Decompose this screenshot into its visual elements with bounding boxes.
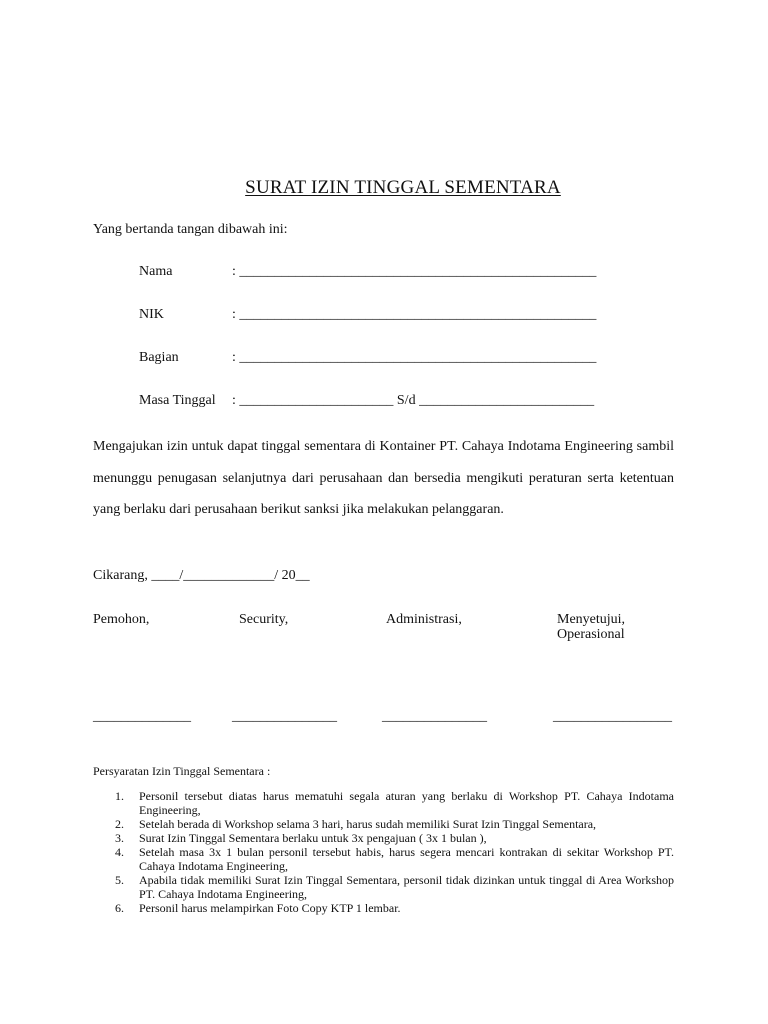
field-blank-line: : ______________________ S/d _________________________: [232, 393, 595, 408]
signature-line-operasional: _________________: [553, 709, 672, 724]
requirements-list: [93, 789, 674, 915]
signature-line-security: _______________: [232, 709, 337, 724]
body-paragraph: Mengajukan izin untuk dapat tinggal sementara di Kontainer PT. Cahaya Indotama Engineering sambil menunggu penugasan selanjutnya dari perusahaan dan bersedia mengikuti peraturan serta ketentuan yang berlaku dari perusahaan berikut sanksi jika melakukan pelanggaran.: [93, 439, 674, 517]
field-masa-tinggal: [139, 393, 594, 409]
field-blank-line: : ___________________________________________________: [232, 350, 597, 365]
list-item-text: Setelah berada di Workshop selama 3 hari, harus sudah memiliki Surat Izin Tinggal Sementara,: [139, 817, 597, 831]
signatory-label-administrasi: Administrasi,: [386, 612, 462, 627]
list-item-text: Apabila tidak memiliki Surat Izin Tinggal Sementara, personil tidak dizinkan untuk tinggal di Area Workshop PT. Cahaya Indotama Engineering,: [139, 873, 674, 901]
list-item: [93, 901, 674, 915]
field-blank-line: : ___________________________________________________: [232, 264, 597, 279]
field-label: NIK: [139, 307, 164, 322]
list-item-number: 5.: [115, 873, 124, 887]
field-label: Nama: [139, 264, 173, 279]
list-item: [93, 845, 674, 873]
field-nik: [139, 307, 596, 323]
signatory-label-operasional: Menyetujui, Operasional: [557, 612, 626, 642]
list-item: [93, 873, 674, 901]
field-nama: [139, 264, 596, 280]
list-item-text: Personil tersebut diatas harus mematuhi segala aturan yang berlaku di Workshop PT. Cahaya Indotama Engineering,: [139, 789, 674, 817]
intro-text: Yang bertanda tangan dibawah ini:: [93, 222, 288, 237]
field-blank-line: : ___________________________________________________: [232, 307, 597, 322]
list-item-text: Surat Izin Tinggal Sementara berlaku untuk 3x pengajuan ( 3x 1 bulan ),: [139, 831, 487, 845]
requirements-title: Persyaratan Izin Tinggal Sementara :: [93, 764, 271, 778]
field-label: Masa Tinggal: [139, 393, 216, 408]
date-line: Cikarang, ____/_____________/ 20__: [93, 568, 310, 583]
list-item-number: 4.: [115, 845, 124, 859]
list-item: [93, 789, 674, 817]
list-item-number: 6.: [115, 901, 124, 915]
signatory-label-security: Security,: [239, 612, 289, 627]
signature-line-administrasi: _______________: [382, 709, 487, 724]
list-item: [93, 831, 674, 845]
field-label: Bagian: [139, 350, 179, 365]
list-item: [93, 817, 674, 831]
list-item-number: 2.: [115, 817, 124, 831]
signatory-label-pemohon: Pemohon,: [93, 612, 150, 627]
document-title: SURAT IZIN TINGGAL SEMENTARA: [245, 177, 561, 198]
field-bagian: [139, 350, 596, 366]
list-item-text: Personil harus melampirkan Foto Copy KTP 1 lembar.: [139, 901, 401, 915]
list-item-number: 3.: [115, 831, 124, 845]
list-item-number: 1.: [115, 789, 124, 803]
list-item-text: Setelah masa 3x 1 bulan personil tersebut habis, harus segera mencari kontrakan di sekitar Workshop PT. Cahaya Indotama Engineering,: [139, 845, 674, 873]
signature-line-pemohon: ______________: [93, 709, 191, 724]
